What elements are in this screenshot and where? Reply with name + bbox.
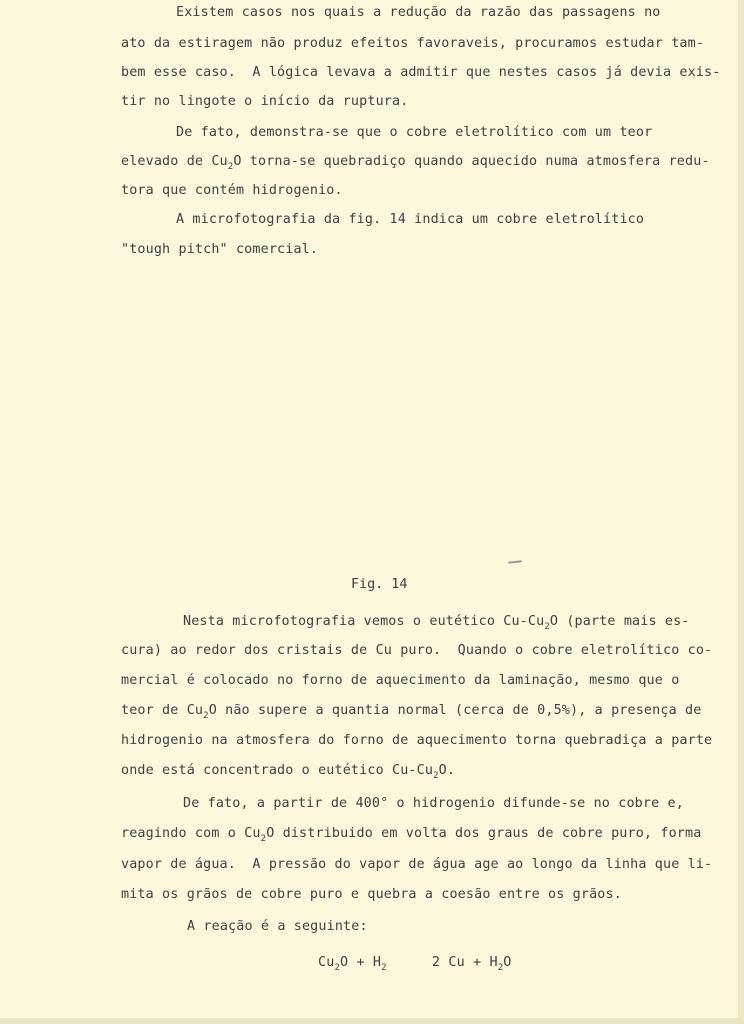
paragraph-5-line-4: mita os grãos de cobre puro e quebra a coesão entre os grãos. — [121, 887, 622, 902]
equation-term: O + H — [340, 955, 382, 970]
subscript: 2 — [227, 162, 234, 172]
subscript: 2 — [381, 963, 387, 973]
reaction-products — [432, 954, 512, 973]
equation-term: Cu — [318, 955, 335, 970]
paragraph-1-line-3: bem esse caso. A lógica levava a admitir que nestes casos já devia exis- — [121, 65, 721, 80]
reaction-reactants — [318, 954, 387, 973]
figure-caption: Fig. 14 — [351, 577, 408, 592]
paragraph-1-line-4: tir no lingote o início da ruptura. — [121, 94, 409, 109]
paragraph-4-line-2: cura) ao redor dos cristais de Cu puro. Quando o cobre eletrolítico co- — [121, 643, 713, 658]
equation-term: O — [503, 955, 512, 970]
paragraph-5-line-5: A reação é a seguinte: — [187, 919, 368, 934]
subscript: 2 — [497, 963, 504, 973]
text-segment: O. — [438, 763, 456, 778]
subscript: 2 — [433, 771, 439, 781]
paragraph-4-line-5: hidrogenio na atmosfera do forno de aquecimento torna quebradiça a parte — [121, 733, 713, 748]
text-segment: Nesta microfotografia vemos o eutético Cu-Cu — [183, 614, 545, 629]
subscript: 2 — [260, 834, 267, 844]
text-segment: teor de Cu — [121, 703, 204, 718]
paragraph-3-line-2: "tough pitch" comercial. — [121, 242, 319, 257]
paper-edge-bottom — [0, 1018, 744, 1024]
paragraph-1-line-2: ato da estiragem não produz efeitos favoraveis, procuramos estudar tam- — [121, 36, 705, 51]
paragraph-2-line-3: tora que contém hidrogenio. — [121, 183, 343, 198]
paragraph-3-line-1: A microfotografia da fig. 14 indica um cobre eletrolítico — [176, 212, 645, 227]
subscript: 2 — [203, 711, 209, 721]
paragraph-5-line-1: De fato, a partir de 400° o hidrogenio difunde-se no cobre e, — [183, 796, 684, 811]
subscript: 2 — [334, 963, 341, 973]
paragraph-4-line-1 — [183, 613, 690, 632]
text-segment: O torna-se quebradiço quando aquecido numa atmosfera redu- — [233, 154, 710, 169]
paragraph-4-line-3: mercial é colocado no forno de aquecimento da laminação, mesmo que o — [121, 673, 680, 688]
paragraph-4-line-4 — [121, 702, 701, 721]
text-segment: reagindo com o Cu — [121, 826, 261, 841]
text-segment: O distribuido em volta dos graus de cobre puro, forma — [266, 826, 702, 841]
paragraph-2-line-1: De fato, demonstra-se que o cobre eletrolítico com um teor — [176, 125, 653, 140]
paragraph-2-line-2 — [121, 153, 710, 172]
text-segment: elevado de Cu — [121, 154, 228, 169]
text-segment: onde está concentrado o eutético Cu-Cu — [121, 763, 434, 778]
subscript: 2 — [544, 622, 550, 632]
paragraph-1-line-1: Existem casos nos quais a redução da razão das passagens no — [176, 5, 661, 20]
paragraph-5-line-3: vapor de água. A pressão do vapor de água age ao longo da linha que li- — [121, 857, 713, 872]
equation-term: 2 Cu + H — [432, 955, 498, 970]
text-segment: O não supere a quantia normal (cerca de 0,5%), a presença de — [208, 703, 702, 718]
paragraph-5-line-2 — [121, 825, 701, 844]
pencil-mark — [508, 560, 522, 563]
paragraph-4-line-6 — [121, 762, 455, 781]
text-segment: O (parte mais es- — [549, 614, 690, 629]
paper-edge-right — [738, 0, 744, 1024]
